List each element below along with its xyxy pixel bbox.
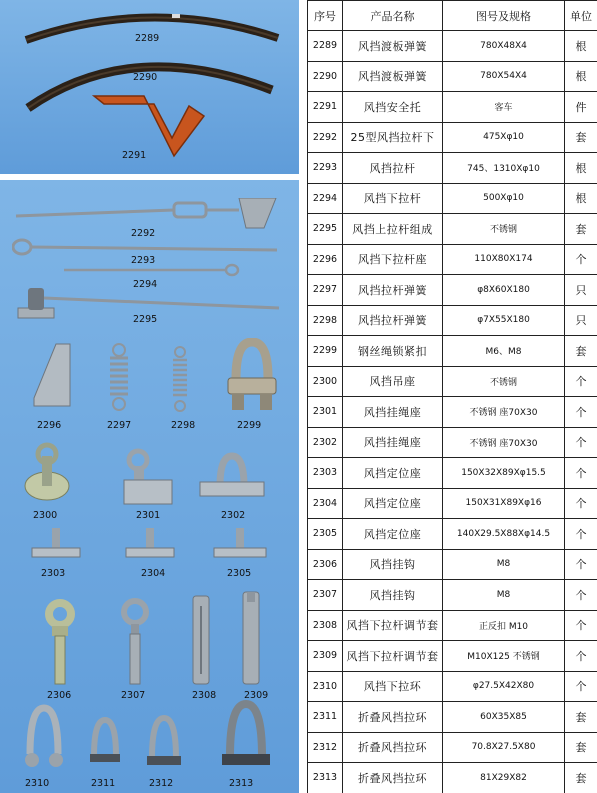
cell-spec: 745、1310Xφ10 [443, 153, 565, 184]
cell-product-name: 风挡拉杆弹簧 [343, 305, 443, 336]
table-row [308, 427, 597, 458]
spring-2298-image [170, 346, 190, 412]
cell-code: 2313 [308, 763, 343, 793]
cell-spec: 500Xφ10 [443, 183, 565, 214]
cell-unit: 套 [565, 732, 597, 763]
hanger-base-2300-image [22, 442, 72, 502]
cell-code: 2293 [308, 153, 343, 184]
cell-unit: 根 [565, 183, 597, 214]
label-2311: 2311 [91, 778, 116, 789]
cell-spec: 81X29X82 [443, 763, 565, 793]
cell-product-name: 风挡上拉杆组成 [343, 214, 443, 245]
safety-bracket-2291-image [84, 86, 214, 166]
cell-spec: M8 [443, 549, 565, 580]
table-row [308, 580, 597, 611]
cell-spec: 780X48X4 [443, 31, 565, 62]
photo-panel-parts [0, 180, 299, 793]
cell-spec: 不锈钢 [443, 214, 565, 245]
cell-unit: 套 [565, 763, 597, 793]
table-row [308, 519, 597, 550]
table-row [308, 397, 597, 428]
label-2300: 2300 [33, 510, 58, 521]
cell-code: 2302 [308, 427, 343, 458]
cell-product-name: 风挡下拉杆座 [343, 244, 443, 275]
label-2294: 2294 [133, 279, 158, 290]
cell-unit: 根 [565, 31, 597, 62]
cell-code: 2309 [308, 641, 343, 672]
rod-2292-image [14, 198, 279, 230]
cell-product-name: 25型风挡拉杆下 [343, 122, 443, 153]
header-unit: 单位 [565, 1, 597, 31]
cell-product-name: 风挡渡板弹簧 [343, 61, 443, 92]
table-row [308, 275, 597, 306]
bracket-2296-image [30, 342, 74, 408]
cell-product-name: 风挡下拉杆调节套 [343, 610, 443, 641]
adjuster-2309-image [238, 590, 264, 686]
cell-product-name: 风挡拉杆弹簧 [343, 275, 443, 306]
cell-code: 2310 [308, 671, 343, 702]
table-row [308, 244, 597, 275]
cell-unit: 个 [565, 488, 597, 519]
rope-seat-2302-image [196, 452, 268, 498]
cell-spec: 140X29.5X88Xφ14.5 [443, 519, 565, 550]
table-row [308, 732, 597, 763]
label-2307: 2307 [121, 690, 146, 701]
table-row [308, 549, 597, 580]
cell-product-name: 风挡挂绳座 [343, 397, 443, 428]
header-product-name: 产品名称 [343, 1, 443, 31]
table-row [308, 92, 597, 123]
table-row [308, 641, 597, 672]
label-2313: 2313 [229, 778, 254, 789]
cell-product-name: 风挡挂钩 [343, 580, 443, 611]
label-2293: 2293 [131, 255, 156, 266]
cell-product-name: 折叠风挡拉环 [343, 763, 443, 793]
cell-product-name: 风挡渡板弹簧 [343, 31, 443, 62]
pull-ring-2310-image [22, 704, 66, 774]
cell-code: 2289 [308, 31, 343, 62]
header-code: 序号 [308, 1, 343, 31]
cell-spec: φ7X55X180 [443, 305, 565, 336]
rod-2294-image [62, 262, 242, 278]
label-2291: 2291 [122, 150, 147, 161]
cell-spec: 70.8X27.5X80 [443, 732, 565, 763]
cell-unit: 个 [565, 549, 597, 580]
cell-code: 2307 [308, 580, 343, 611]
cell-unit: 根 [565, 61, 597, 92]
cell-unit: 根 [565, 153, 597, 184]
cell-unit: 只 [565, 305, 597, 336]
table-row [308, 763, 597, 793]
label-2312: 2312 [149, 778, 174, 789]
table-row [308, 488, 597, 519]
cell-spec: 150X31X89Xφ16 [443, 488, 565, 519]
cell-code: 2296 [308, 244, 343, 275]
cell-code: 2303 [308, 458, 343, 489]
cell-code: 2291 [308, 92, 343, 123]
cell-unit: 件 [565, 92, 597, 123]
cell-code: 2297 [308, 275, 343, 306]
table-row [308, 458, 597, 489]
cell-unit: 个 [565, 610, 597, 641]
hook-2307-image [118, 598, 152, 686]
cell-unit: 套 [565, 702, 597, 733]
cell-spec: 780X54X4 [443, 61, 565, 92]
photo-panel-springs [0, 0, 299, 174]
cell-unit: 个 [565, 641, 597, 672]
cell-product-name: 风挡下拉杆调节套 [343, 641, 443, 672]
cell-product-name: 风挡定位座 [343, 488, 443, 519]
label-2303: 2303 [41, 568, 66, 579]
cell-product-name: 折叠风挡拉环 [343, 702, 443, 733]
cell-product-name: 风挡下拉环 [343, 671, 443, 702]
cell-code: 2304 [308, 488, 343, 519]
label-2298: 2298 [171, 420, 196, 431]
label-2304: 2304 [141, 568, 166, 579]
table-row [308, 153, 597, 184]
cell-unit: 个 [565, 397, 597, 428]
cell-product-name: 风挡安全托 [343, 92, 443, 123]
cell-code: 2311 [308, 702, 343, 733]
cell-code: 2298 [308, 305, 343, 336]
cell-code: 2306 [308, 549, 343, 580]
cell-product-name: 风挡吊座 [343, 366, 443, 397]
cell-code: 2312 [308, 732, 343, 763]
label-2289: 2289 [135, 33, 160, 44]
cell-spec: 不锈钢 座70X30 [443, 397, 565, 428]
table-row [308, 702, 597, 733]
cell-spec: 110X80X174 [443, 244, 565, 275]
pull-ring-2312-image [144, 714, 184, 774]
pull-ring-2311-image [86, 716, 124, 772]
cell-code: 2295 [308, 214, 343, 245]
cell-product-name: 折叠风挡拉环 [343, 732, 443, 763]
table-header-row [308, 1, 597, 31]
label-2308: 2308 [192, 690, 217, 701]
label-2290: 2290 [133, 72, 158, 83]
cell-spec: 150X32X89Xφ15.5 [443, 458, 565, 489]
label-2295: 2295 [133, 314, 158, 325]
label-2309: 2309 [244, 690, 269, 701]
table-row [308, 31, 597, 62]
hook-2306-image [34, 598, 84, 686]
cell-spec: 不锈钢 座70X30 [443, 427, 565, 458]
label-2292: 2292 [131, 228, 156, 239]
cell-unit: 个 [565, 580, 597, 611]
table-row [308, 671, 597, 702]
locator-2305-image [212, 526, 268, 562]
locator-2304-image [124, 526, 176, 562]
locator-2303-image [30, 526, 82, 562]
cell-product-name: 风挡挂绳座 [343, 427, 443, 458]
cell-product-name: 风挡定位座 [343, 519, 443, 550]
cell-product-name: 风挡拉杆 [343, 153, 443, 184]
cell-spec: φ8X60X180 [443, 275, 565, 306]
cell-unit: 个 [565, 366, 597, 397]
spring-2297-image [106, 342, 132, 412]
cell-product-name: 风挡挂钩 [343, 549, 443, 580]
cell-unit: 套 [565, 336, 597, 367]
label-2305: 2305 [227, 568, 252, 579]
table-row [308, 122, 597, 153]
table-row [308, 214, 597, 245]
rope-seat-2301-image [120, 448, 176, 508]
wire-clamp-2299-image [222, 338, 282, 416]
cell-code: 2290 [308, 61, 343, 92]
product-spec-table [307, 0, 597, 793]
cell-unit: 套 [565, 214, 597, 245]
cell-product-name: 风挡下拉杆 [343, 183, 443, 214]
cell-unit: 个 [565, 519, 597, 550]
label-2310: 2310 [25, 778, 50, 789]
table-row [308, 336, 597, 367]
table-row [308, 305, 597, 336]
label-2306: 2306 [47, 690, 72, 701]
header-spec: 图号及规格 [443, 1, 565, 31]
cell-unit: 套 [565, 122, 597, 153]
table-body [308, 31, 597, 793]
cell-code: 2300 [308, 366, 343, 397]
cell-code: 2292 [308, 122, 343, 153]
cell-product-name: 风挡定位座 [343, 458, 443, 489]
cell-spec: 正反扣 M10 [443, 610, 565, 641]
cell-unit: 个 [565, 427, 597, 458]
label-2297: 2297 [107, 420, 132, 431]
cell-code: 2305 [308, 519, 343, 550]
cell-spec: M8 [443, 580, 565, 611]
table-row [308, 366, 597, 397]
cell-spec: M10X125 不锈钢 [443, 641, 565, 672]
table-row [308, 61, 597, 92]
cell-spec: M6、M8 [443, 336, 565, 367]
cell-code: 2308 [308, 610, 343, 641]
table-row [308, 183, 597, 214]
cell-unit: 个 [565, 458, 597, 489]
adjuster-2308-image [190, 594, 212, 686]
cell-code: 2299 [308, 336, 343, 367]
cell-spec: 475Xφ10 [443, 122, 565, 153]
label-2302: 2302 [221, 510, 246, 521]
cell-unit: 个 [565, 244, 597, 275]
cell-spec: 60X35X85 [443, 702, 565, 733]
cell-code: 2294 [308, 183, 343, 214]
cell-spec: 不锈钢 [443, 366, 565, 397]
cell-unit: 只 [565, 275, 597, 306]
table-row [308, 610, 597, 641]
cell-product-name: 钢丝绳锁紧扣 [343, 336, 443, 367]
label-2301: 2301 [136, 510, 161, 521]
cell-code: 2301 [308, 397, 343, 428]
cell-spec: 客车 [443, 92, 565, 123]
cell-unit: 个 [565, 671, 597, 702]
label-2296: 2296 [37, 420, 62, 431]
cell-spec: φ27.5X42X80 [443, 671, 565, 702]
pull-ring-2313-image [218, 700, 274, 774]
label-2299: 2299 [237, 420, 262, 431]
